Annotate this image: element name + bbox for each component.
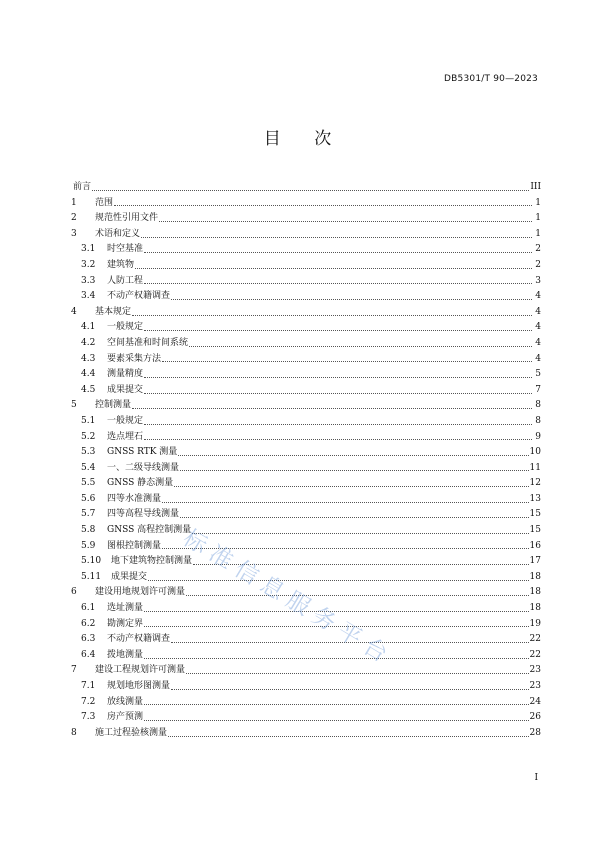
toc-entry[interactable]	[71, 179, 541, 195]
toc-dot-leader	[193, 563, 529, 565]
toc-entry-page: 17	[529, 556, 541, 567]
toc-entry-number: 5	[71, 400, 77, 411]
toc-entry-page: 19	[529, 618, 541, 629]
toc-entry-number: 3.4	[81, 291, 96, 302]
toc-entry-page: 23	[529, 665, 541, 676]
toc-entry-number: 4.4	[81, 369, 96, 380]
toc-entry-page: 7	[535, 384, 541, 395]
toc-entry-page: 1	[535, 228, 541, 239]
toc-entry-page: 15	[529, 509, 541, 520]
toc-entry-title: 地下建筑物控制测量	[111, 556, 193, 567]
toc-entry[interactable]	[71, 382, 541, 398]
toc-entry[interactable]	[71, 366, 541, 382]
toc-entry-title: 建设工程规划许可测量	[95, 665, 186, 676]
toc-entry-page: 4	[535, 337, 541, 348]
toc-entry-page: 4	[535, 322, 541, 333]
toc-dot-leader	[162, 360, 532, 362]
toc-dot-leader	[144, 282, 532, 284]
toc-entry-page: 12	[529, 478, 541, 489]
toc-entry-title: GNSS 静态测量	[107, 478, 174, 489]
toc-entry[interactable]	[71, 273, 541, 289]
toc-entry-title: 选点埋石	[107, 431, 144, 442]
toc-entry[interactable]	[71, 397, 541, 413]
toc-entry[interactable]	[71, 725, 541, 741]
toc-entry-page: 23	[529, 681, 541, 691]
toc-entry-number: 7.3	[81, 712, 96, 723]
toc-entry[interactable]	[71, 210, 541, 226]
toc-entry-page: 4	[535, 306, 541, 317]
toc-entry-title: 四等高程导线测量	[107, 509, 180, 520]
toc-dot-leader	[144, 376, 532, 378]
toc-dot-leader	[162, 547, 529, 549]
toc-entry-page: 22	[529, 649, 541, 660]
toc-dot-leader	[168, 735, 529, 737]
toc-entry-title: 术语和定义	[95, 228, 141, 239]
toc-entry[interactable]	[71, 491, 541, 507]
toc-entry[interactable]	[71, 538, 541, 554]
toc-entry-title: 勘测定界	[107, 618, 144, 629]
toc-dot-leader	[144, 392, 532, 394]
toc-entry[interactable]	[71, 647, 541, 663]
toc-entry-number: 5.3	[81, 447, 96, 458]
toc-entry-title: 基本规定	[95, 306, 132, 317]
toc-dot-leader	[174, 485, 528, 487]
toc-entry-number: 5.7	[81, 509, 96, 520]
toc-entry-page: 11	[529, 462, 541, 473]
toc-dot-leader	[148, 579, 529, 581]
toc-dot-leader	[159, 220, 532, 222]
toc-entry-page: 4	[535, 291, 541, 302]
toc-entry-number: 5.8	[81, 525, 96, 536]
toc-entry[interactable]	[71, 506, 541, 522]
toc-entry-page: III	[530, 182, 541, 192]
toc-dot-leader	[144, 329, 532, 331]
toc-dot-leader	[132, 407, 532, 409]
toc-entry-page: 2	[535, 259, 541, 270]
toc-entry-number: 2	[71, 213, 77, 224]
toc-entry-title: 四等水准测量	[107, 493, 162, 504]
toc-entry-number: 6.3	[81, 634, 96, 645]
toc-entry-number: 3.1	[81, 244, 96, 255]
toc-entry-page: 5	[535, 369, 541, 380]
toc-entry[interactable]	[71, 569, 541, 585]
toc-dot-leader	[144, 251, 532, 253]
toc-entry-title: 空间基准和时间系统	[107, 337, 189, 348]
toc-entry-title: 建设用地规划许可测量	[95, 587, 186, 598]
toc-entry[interactable]	[71, 304, 541, 320]
toc-entry-number: 6.2	[81, 618, 96, 629]
toc-dot-leader	[144, 610, 529, 612]
toc-entry-title: 拨地测量	[107, 649, 144, 660]
toc-entry-page: 26	[529, 712, 541, 723]
toc-dot-leader	[180, 469, 529, 471]
toc-entry-page: 3	[535, 275, 541, 286]
toc-entry-title: 前言	[73, 182, 92, 192]
toc-entry[interactable]	[71, 584, 541, 600]
toc-entry[interactable]	[71, 522, 541, 538]
toc-entry-page: 1	[535, 213, 541, 224]
toc-entry-number: 5.6	[81, 493, 96, 504]
toc-dot-leader	[171, 298, 532, 300]
toc-dot-leader	[92, 189, 529, 191]
toc-entry-number: 5.10	[81, 556, 102, 567]
toc-dot-leader	[141, 236, 532, 238]
toc-entry-title: 一、二级导线测量	[107, 462, 180, 473]
toc-entry[interactable]	[71, 288, 541, 304]
toc-entry-number: 1	[71, 197, 77, 208]
toc-entry-number: 4.1	[81, 322, 96, 333]
toc-entry[interactable]	[71, 694, 541, 710]
toc-entry-title: 一般规定	[107, 322, 144, 333]
toc-dot-leader	[189, 345, 532, 347]
toc-dot-leader	[144, 657, 529, 659]
toc-dot-leader	[132, 314, 532, 316]
toc-entry-page: 2	[535, 244, 541, 255]
toc-entry[interactable]	[71, 429, 541, 445]
toc-dot-leader	[186, 594, 529, 596]
toc-entry-page: 18	[529, 571, 541, 582]
toc-entry-page: 13	[529, 493, 541, 504]
toc-dot-leader	[135, 267, 532, 269]
toc-dot-leader	[171, 688, 529, 690]
toc-entry-number: 4	[71, 306, 77, 317]
toc-entry[interactable]	[71, 553, 541, 569]
toc-entry-title: 规范性引用文件	[95, 213, 159, 224]
toc-entry-title: 规划地形图测量	[107, 681, 171, 691]
toc-entry-page: 4	[535, 353, 541, 364]
toc-dot-leader	[186, 672, 529, 674]
toc-entry-page: 16	[529, 540, 541, 551]
toc-dot-leader	[144, 625, 529, 627]
watermark: 标准信息服务平台	[178, 525, 398, 672]
toc-entry-title: 施工过程验核测量	[95, 727, 168, 738]
toc-entry-number: 3	[71, 228, 77, 239]
toc-entry-number: 4.2	[81, 337, 96, 348]
toc-entry[interactable]	[71, 351, 541, 367]
toc-entry-number: 6.4	[81, 649, 96, 660]
toc-dot-leader	[114, 204, 532, 206]
toc-entry[interactable]	[71, 475, 541, 491]
toc-entry-title: 图根控制测量	[107, 540, 162, 551]
toc-entry-title: 要素采集方法	[107, 353, 162, 364]
toc-dot-leader	[144, 438, 532, 440]
toc-entry-number: 6	[71, 587, 77, 598]
table-of-contents	[71, 179, 541, 740]
toc-entry-title: 控制测量	[95, 400, 132, 411]
toc-entry-title: GNSS 高程控制测量	[107, 525, 192, 536]
toc-entry-number: 4.5	[81, 384, 96, 395]
toc-entry-page: 8	[535, 400, 541, 411]
toc-entry-title: 一般规定	[107, 415, 144, 426]
toc-entry[interactable]	[71, 709, 541, 725]
toc-dot-leader	[192, 532, 528, 534]
toc-dot-leader	[144, 703, 529, 705]
toc-entry-page: 8	[535, 415, 541, 426]
toc-entry-title: 测量精度	[107, 369, 144, 380]
toc-entry-title: 不动产权籍调查	[107, 634, 171, 645]
toc-entry-number: 6.1	[81, 603, 96, 614]
toc-entry[interactable]	[71, 631, 541, 647]
toc-entry-page: 9	[535, 431, 541, 442]
toc-entry-page: 18	[529, 587, 541, 598]
toc-entry-number: 8	[71, 727, 77, 738]
toc-entry-page: 22	[529, 634, 541, 645]
toc-entry-title: 建筑物	[107, 259, 135, 270]
toc-entry-number: 3.2	[81, 259, 96, 270]
toc-entry-title: 成果提交	[107, 384, 144, 395]
toc-entry-title: 放线测量	[107, 696, 144, 707]
toc-entry-number: 5.1	[81, 415, 96, 426]
toc-entry-title: 房产预测	[107, 712, 144, 723]
toc-entry-number: 7.1	[81, 681, 96, 691]
toc-entry-page: 15	[529, 525, 541, 536]
toc-entry-number: 7.2	[81, 696, 96, 707]
toc-entry-number: 5.9	[81, 540, 96, 551]
toc-dot-leader	[144, 719, 529, 721]
toc-entry[interactable]	[71, 241, 541, 257]
toc-entry[interactable]	[71, 460, 541, 476]
toc-entry-title: 人防工程	[107, 275, 144, 286]
page-number: I	[534, 773, 538, 783]
toc-entry-number: 5.11	[81, 571, 102, 582]
toc-entry-number: 5.5	[81, 478, 96, 489]
toc-entry-title: GNSS RTK 测量	[107, 447, 178, 458]
toc-entry-number: 5.2	[81, 431, 96, 442]
toc-entry-number: 3.3	[81, 275, 96, 286]
toc-entry[interactable]	[71, 257, 541, 273]
toc-entry[interactable]	[71, 600, 541, 616]
toc-entry[interactable]	[71, 413, 541, 429]
toc-entry-number: 4.3	[81, 353, 96, 364]
toc-entry[interactable]	[71, 335, 541, 351]
toc-entry[interactable]	[71, 444, 541, 460]
toc-entry-title: 不动产权籍调查	[107, 291, 171, 302]
page-title: 目 次	[263, 129, 346, 149]
toc-dot-leader	[144, 423, 532, 425]
toc-entry[interactable]	[71, 662, 541, 678]
toc-entry-page: 24	[529, 696, 541, 707]
toc-entry-title: 范围	[95, 197, 114, 208]
toc-dot-leader	[178, 454, 528, 456]
standard-code: DB5301/T 90—2023	[444, 74, 538, 84]
toc-entry[interactable]	[71, 226, 541, 242]
toc-entry[interactable]	[71, 678, 541, 694]
toc-entry-page: 28	[529, 727, 541, 738]
toc-entry-title: 时空基准	[107, 244, 144, 255]
toc-entry-page: 10	[529, 447, 541, 458]
toc-entry[interactable]	[71, 319, 541, 335]
toc-entry[interactable]	[71, 616, 541, 632]
toc-entry-title: 成果提交	[111, 571, 148, 582]
toc-entry-page: 1	[535, 197, 541, 208]
toc-entry-page: 18	[529, 603, 541, 614]
toc-entry-title: 选址测量	[107, 603, 144, 614]
toc-entry[interactable]	[71, 195, 541, 211]
toc-entry-number: 5.4	[81, 462, 96, 473]
toc-entry-number: 7	[71, 665, 77, 676]
toc-dot-leader	[171, 641, 529, 643]
toc-dot-leader	[162, 501, 529, 503]
toc-dot-leader	[180, 516, 529, 518]
